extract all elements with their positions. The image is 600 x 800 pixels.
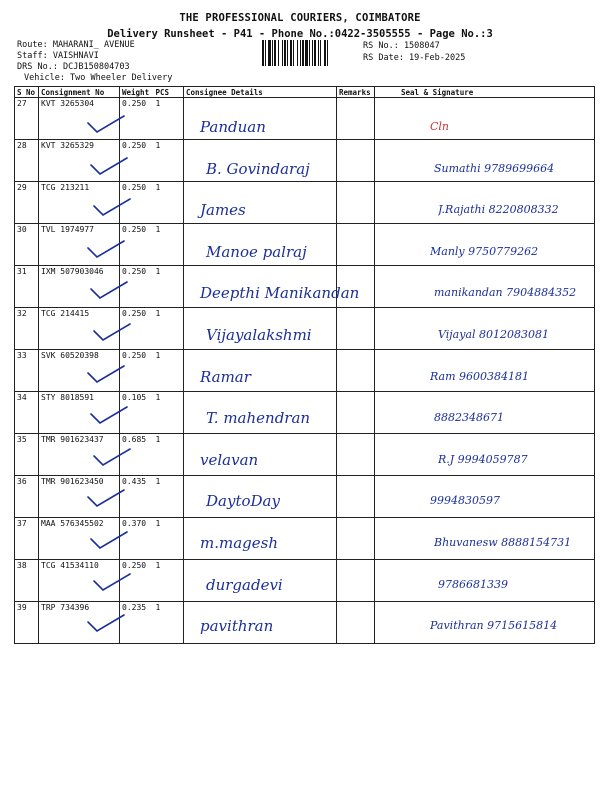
- recipient-signature: manikandan 7904884352: [434, 286, 577, 300]
- sno-cell: 27: [15, 98, 39, 140]
- pcs-cell: 1: [154, 308, 184, 350]
- signature-cell: [375, 140, 595, 182]
- remarks-cell: [337, 140, 375, 182]
- check-mark-icon: [92, 446, 132, 468]
- col-pcs: PCS: [154, 87, 184, 98]
- page-title: THE PROFESSIONAL COURIERS, COIMBATORE: [179, 12, 421, 24]
- consignee-handwritten-name: m.magesh: [200, 534, 278, 552]
- sno-cell: 31: [15, 266, 39, 308]
- recipient-signature: Sumathi 9789699664: [434, 161, 555, 175]
- consignee-handwritten-name: Panduan: [200, 118, 266, 136]
- consignee-handwritten-name: Vijayalakshmi: [206, 326, 312, 344]
- weight-cell: 0.370: [120, 518, 154, 560]
- route-label: Route: MAHARANI_ AVENUE: [17, 40, 135, 50]
- recipient-signature: 9786681339: [438, 577, 508, 591]
- weight-cell: 0.250: [120, 98, 154, 140]
- col-consignment: Consignment No: [39, 87, 120, 98]
- consignment-cell: MAA 576345502: [39, 518, 120, 560]
- remarks-cell: [337, 602, 375, 644]
- recipient-signature: J.Rajathi 8220808332: [438, 203, 559, 217]
- weight-cell: 0.250: [120, 266, 154, 308]
- consignment-cell: TMR 901623437: [39, 434, 120, 476]
- remarks-cell: [337, 560, 375, 602]
- page-subtitle: Delivery Runsheet - P41 - Phone No.:0422-3505555 - Page No.:3: [107, 28, 493, 40]
- consignee-handwritten-name: DaytoDay: [206, 492, 280, 511]
- consignee-handwritten-name: T. mahendran: [206, 409, 311, 428]
- check-mark-icon: [86, 113, 126, 135]
- check-mark-icon: [89, 404, 129, 426]
- recipient-signature: Ram 9600384181: [430, 369, 530, 383]
- consignee-handwritten-name: velavan: [200, 450, 259, 469]
- sno-cell: 33: [15, 350, 39, 392]
- check-mark-icon: [86, 238, 126, 260]
- sno-cell: 34: [15, 392, 39, 434]
- weight-cell: 0.105: [120, 392, 154, 434]
- weight-cell: 0.250: [120, 140, 154, 182]
- pcs-cell: 1: [154, 434, 184, 476]
- weight-cell: 0.250: [120, 224, 154, 266]
- recipient-signature: Cln: [430, 120, 450, 133]
- check-mark-icon: [86, 612, 126, 634]
- check-mark-icon: [86, 487, 126, 509]
- consignee-handwritten-name: B. Govindaraj: [206, 159, 310, 178]
- pcs-cell: 1: [154, 224, 184, 266]
- sno-cell: 30: [15, 224, 39, 266]
- pcs-cell: 1: [154, 350, 184, 392]
- table-header-row: [15, 87, 595, 98]
- remarks-cell: [337, 350, 375, 392]
- check-mark-icon: [92, 321, 132, 343]
- consignment-cell: TCG 41534110: [39, 560, 120, 602]
- weight-cell: 0.235: [120, 602, 154, 644]
- check-mark-icon: [86, 363, 126, 385]
- check-mark-icon: [89, 529, 129, 551]
- consignee-handwritten-name: Manoe palraj: [206, 242, 307, 261]
- remarks-cell: [337, 476, 375, 518]
- sno-cell: 28: [15, 140, 39, 182]
- col-sno: S No: [15, 87, 39, 98]
- consignee-handwritten-name: Deepthi Manikandan: [200, 284, 360, 303]
- pcs-cell: 1: [154, 518, 184, 560]
- col-consignee: Consignee Details: [184, 87, 337, 98]
- check-mark-icon: [92, 196, 132, 218]
- remarks-cell: [337, 182, 375, 224]
- pcs-cell: 1: [154, 602, 184, 644]
- pcs-cell: 1: [154, 476, 184, 518]
- consignee-handwritten-name: Ramar: [200, 367, 251, 386]
- pcs-cell: 1: [154, 98, 184, 140]
- remarks-cell: [337, 434, 375, 476]
- col-signature: Seal & Signature: [375, 87, 595, 98]
- recipient-signature: Manly 9750779262: [430, 244, 539, 258]
- sno-cell: 38: [15, 560, 39, 602]
- pcs-cell: 1: [154, 560, 184, 602]
- pcs-cell: 1: [154, 140, 184, 182]
- consignment-cell: IXM 507903046: [39, 266, 120, 308]
- consignment-cell: TVL 1974977: [39, 224, 120, 266]
- recipient-signature: Pavithran 9715615814: [430, 619, 558, 633]
- check-mark-icon: [89, 279, 129, 301]
- weight-cell: 0.250: [120, 182, 154, 224]
- check-mark-icon: [89, 155, 129, 177]
- consignment-cell: STY 8018591: [39, 392, 120, 434]
- weight-cell: 0.250: [120, 308, 154, 350]
- consignment-cell: KVT 3265329: [39, 140, 120, 182]
- col-remarks: Remarks: [337, 87, 375, 98]
- pcs-cell: 1: [154, 392, 184, 434]
- signature-cell: [375, 98, 595, 140]
- remarks-cell: [337, 392, 375, 434]
- consignee-handwritten-name: durgadevi: [206, 575, 283, 594]
- recipient-signature: Vijayal 8012083081: [438, 328, 550, 341]
- consignment-cell: SVK 60520398: [39, 350, 120, 392]
- remarks-cell: [337, 518, 375, 560]
- remarks-cell: [337, 308, 375, 350]
- recipient-signature: R.J 9994059787: [438, 452, 528, 466]
- sno-cell: 29: [15, 182, 39, 224]
- staff-label: Staff: VAISHNAVI: [17, 51, 99, 61]
- rs-date: RS Date: 19-Feb-2025: [363, 53, 466, 63]
- recipient-signature: 8882348671: [434, 411, 504, 425]
- rs-number: RS No.: 1508047: [363, 41, 440, 51]
- remarks-cell: [337, 98, 375, 140]
- sno-cell: 35: [15, 434, 39, 476]
- sno-cell: 39: [15, 602, 39, 644]
- pcs-cell: 1: [154, 266, 184, 308]
- check-mark-icon: [92, 571, 132, 593]
- consignment-cell: TRP 734396: [39, 602, 120, 644]
- consignee-handwritten-name: pavithran: [200, 617, 274, 636]
- sno-cell: 37: [15, 518, 39, 560]
- weight-cell: 0.250: [120, 560, 154, 602]
- pcs-cell: 1: [154, 182, 184, 224]
- drs-number: DRS No.: DCJB150804703: [17, 62, 130, 72]
- sno-cell: 32: [15, 308, 39, 350]
- consignment-cell: TMR 901623450: [39, 476, 120, 518]
- recipient-signature: 9994830597: [430, 494, 500, 508]
- remarks-cell: [337, 224, 375, 266]
- consignment-cell: KVT 3265304: [39, 98, 120, 140]
- barcode: [262, 40, 354, 66]
- consignment-cell: TCG 213211: [39, 182, 120, 224]
- sno-cell: 36: [15, 476, 39, 518]
- col-weight: Weight: [120, 87, 154, 98]
- consignment-cell: TCG 214415: [39, 308, 120, 350]
- weight-cell: 0.435: [120, 476, 154, 518]
- weight-cell: 0.250: [120, 350, 154, 392]
- recipient-signature: Bhuvanesw 8888154731: [434, 536, 572, 549]
- weight-cell: 0.685: [120, 434, 154, 476]
- vehicle-label: Vehicle: Two Wheeler Delivery: [24, 73, 173, 83]
- consignee-handwritten-name: James: [200, 201, 246, 220]
